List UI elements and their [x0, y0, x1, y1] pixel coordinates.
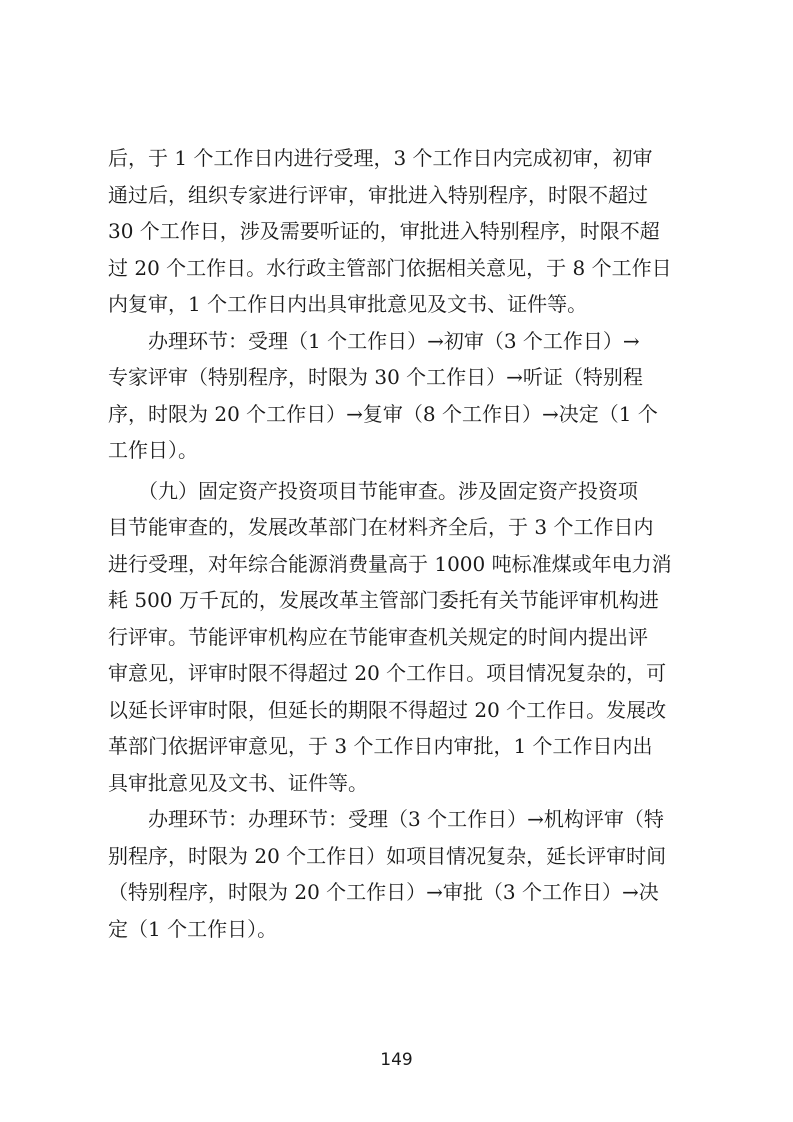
text-line: 后，于 1 个工作日内进行受理，3 个工作日内完成初审，初审: [108, 146, 653, 170]
text-line: 过 20 个工作日。水行政主管部门依据相关意见，于 8 个工作日: [108, 255, 672, 280]
text-line: （九）固定资产投资项目节能审查。涉及固定资产投资项: [108, 478, 638, 503]
text-line: 行评审。节能评审机构应在节能审查机关规定的时间内提出评: [108, 624, 648, 649]
text-line: 审意见，评审时限不得超过 20 个工作日。项目情况复杂的，可: [108, 661, 667, 685]
text-line: 办理环节：受理（1 个工作日）→初审（3 个工作日）→: [108, 328, 640, 353]
text-line: 序，时限为 20 个工作日）→复审（8 个工作日）→决定（1 个: [108, 401, 658, 426]
text-line: 办理环节：办理环节：受理（3 个工作日）→机构评审（特: [108, 807, 664, 831]
text-line: 具审批意见及文书、证件等。: [108, 770, 368, 795]
body-text: [108, 140, 678, 947]
text-line: 目节能审查的，发展改革部门在材料齐全后，于 3 个工作日内: [108, 515, 654, 539]
text-line: 专家评审（特别程序，时限为 30 个工作日）→听证（特别程: [108, 365, 643, 389]
text-line: 革部门依据评审意见，于 3 个工作日内审批，1 个工作日内出: [108, 734, 653, 758]
text-line: 30 个工作日，涉及需要听证的，审批进入特别程序，时限不超: [108, 219, 660, 243]
text-line: 定（1 个工作日）。: [108, 916, 278, 941]
page-number: 149: [380, 1050, 413, 1070]
paragraph-handling-steps-energy: [108, 801, 678, 947]
text-line: 通过后，组织专家进行评审，审批进入特别程序，时限不超过: [108, 182, 648, 207]
text-line: 内复审，1 个工作日内出具审批意见及文书、证件等。: [108, 292, 588, 316]
paragraph-handling-steps-water: [108, 323, 678, 469]
text-line: 别程序，时限为 20 个工作日）如项目情况复杂，延长评审时间: [108, 843, 667, 868]
text-line: 耗 500 万千瓦的，发展改革主管部门委托有关节能评审机构进: [108, 588, 659, 612]
text-line: 进行受理，对年综合能源消费量高于 1000 吨标准煤或年电力消: [108, 551, 672, 576]
text-line: 工作日）。: [108, 438, 198, 462]
paragraph-approval-process: [108, 140, 678, 323]
paragraph-energy-review: [108, 473, 678, 802]
text-line: （特别程序，时限为 20 个工作日）→审批（3 个工作日）→决: [108, 880, 659, 904]
text-line: 以延长评审时限，但延长的期限不得超过 20 个工作日。发展改: [108, 697, 667, 722]
